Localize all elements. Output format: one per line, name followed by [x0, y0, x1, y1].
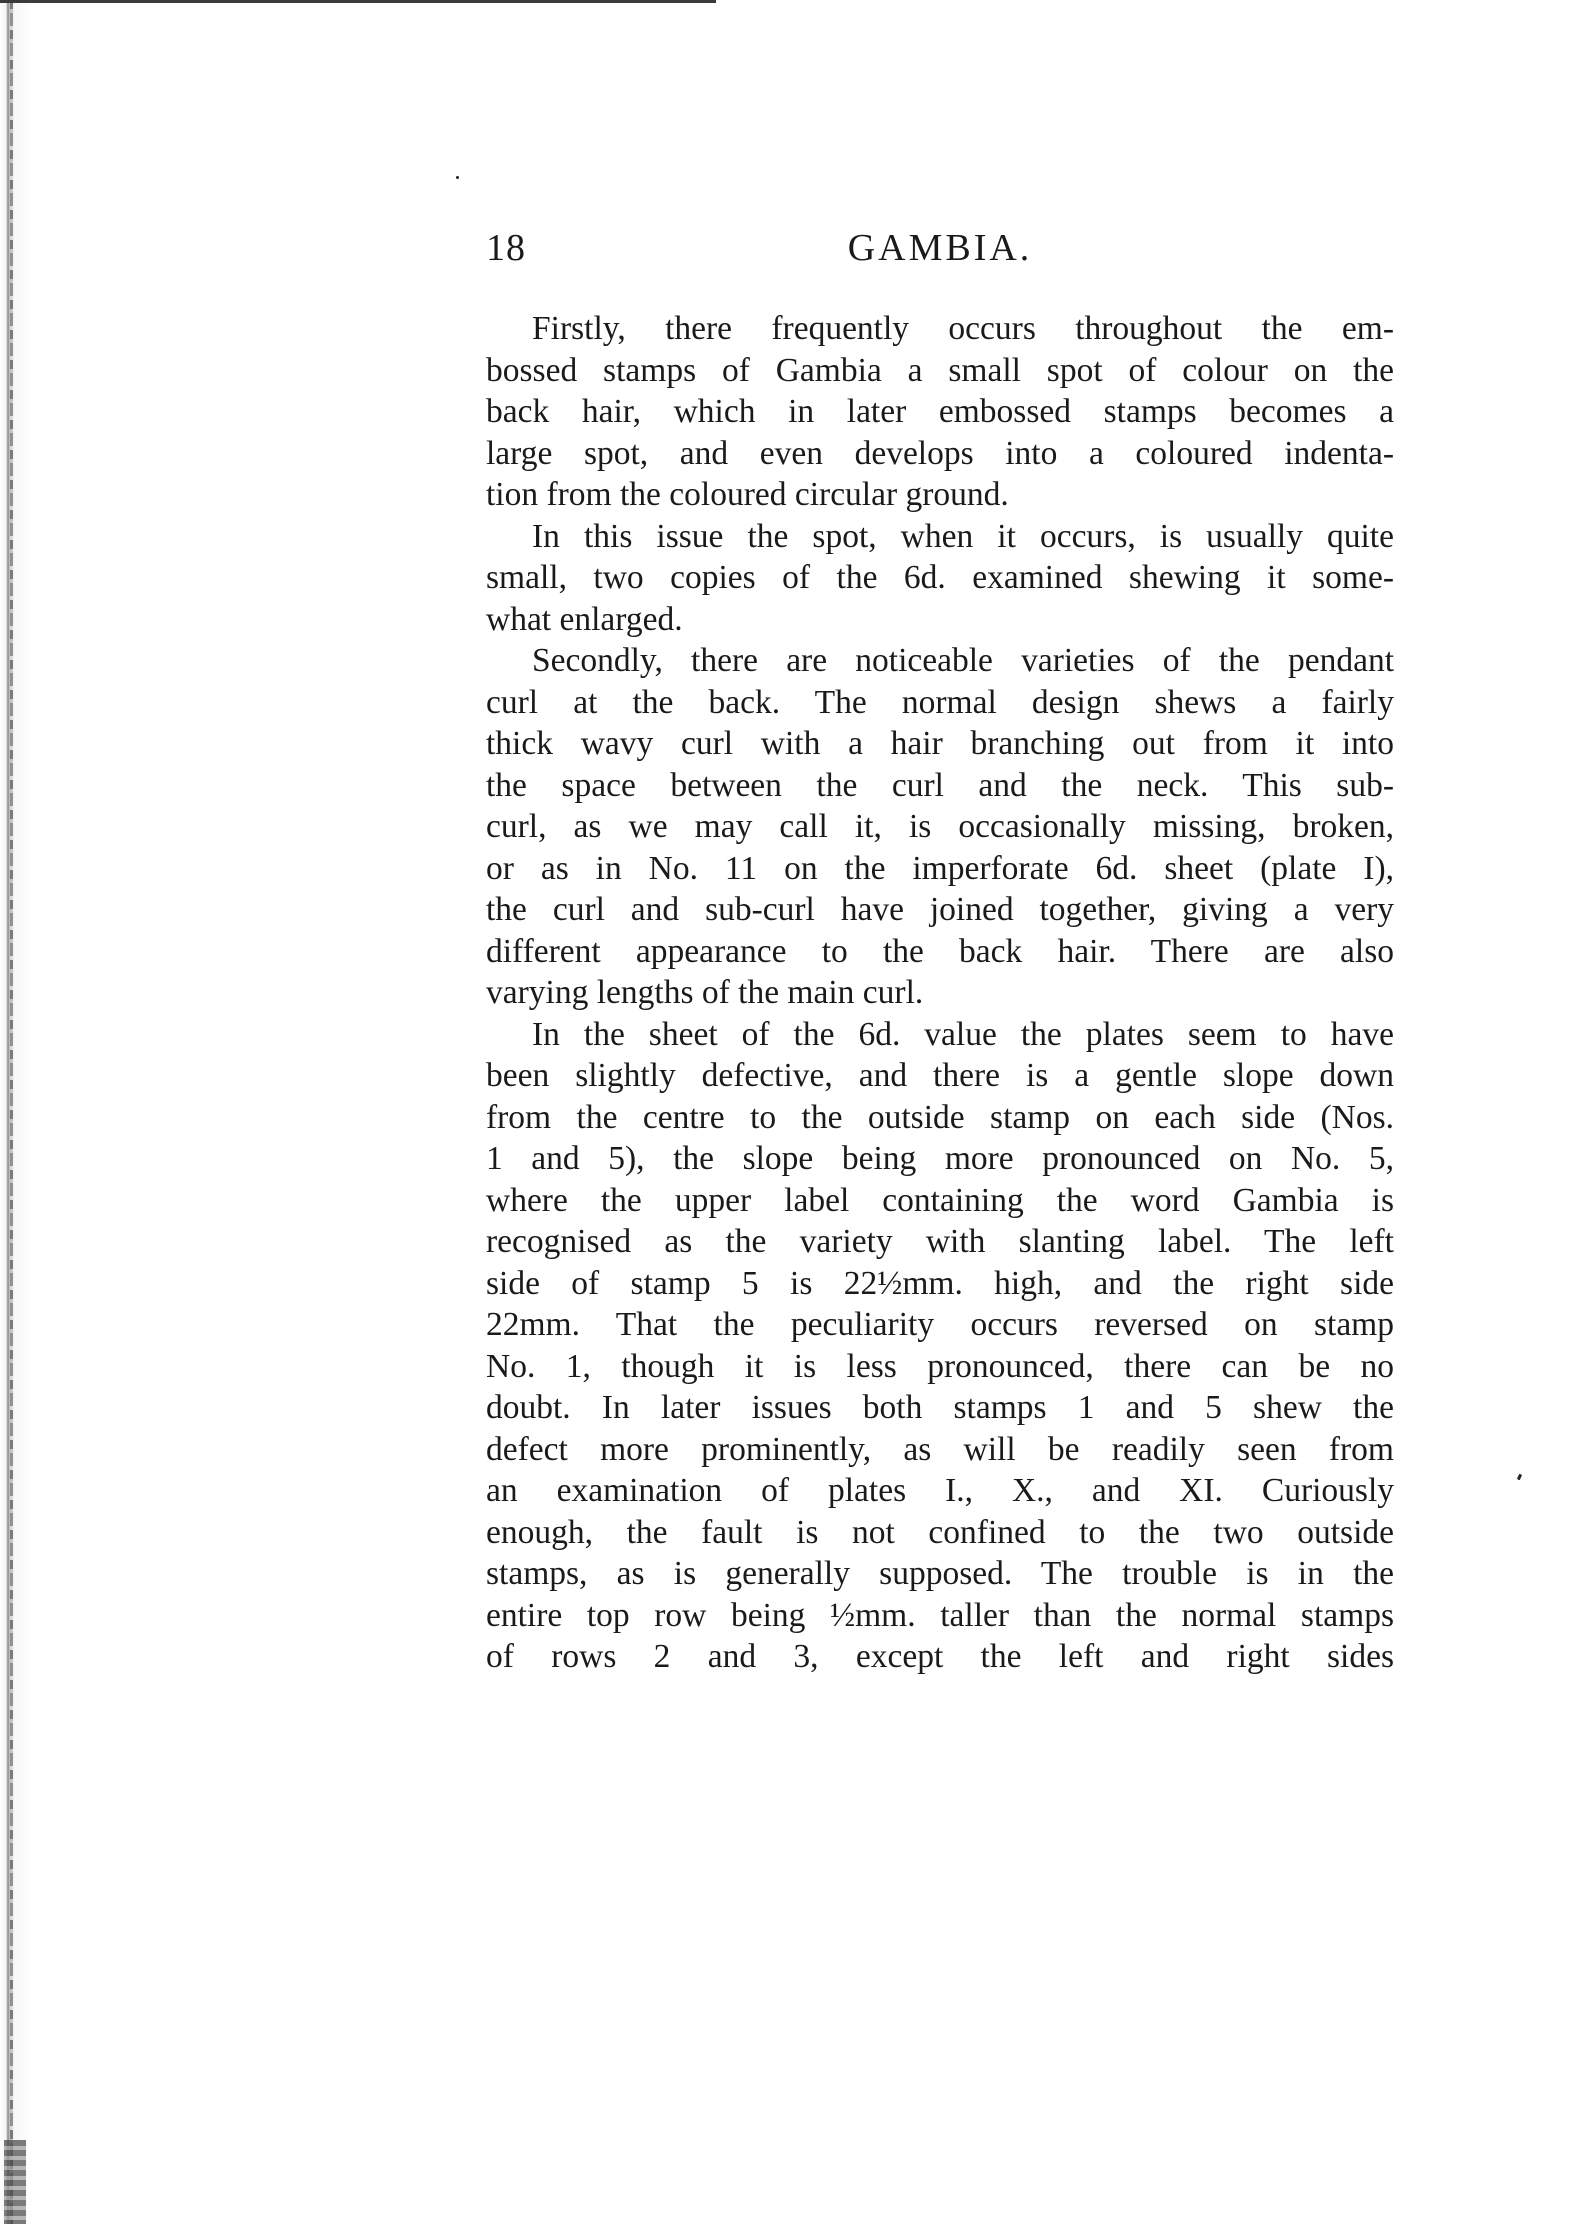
- scan-top-edge: [0, 0, 716, 3]
- text-line: where the upper label containing the word Gambia is: [486, 1181, 1394, 1219]
- text-line: recognised as the variety with slanting label. The left: [486, 1223, 1394, 1260]
- text-line: varying lengths of the main curl.: [486, 974, 924, 1011]
- text-line: small, two copies of the 6d. examined shewing it some-: [486, 559, 1394, 596]
- text-line: the curl and sub-curl have joined together, giving a very: [486, 891, 1394, 928]
- text-line: an examination of plates I., X., and XI. Curiously: [486, 1472, 1394, 1509]
- text-line: curl at the back. The normal design shews a fairly: [486, 683, 1394, 721]
- text-line: large spot, and even develops into a coloured indenta-: [486, 434, 1394, 472]
- scan-bottom-corner: [4, 2140, 26, 2224]
- text-line: what enlarged.: [486, 600, 683, 638]
- running-head: [486, 226, 1394, 272]
- body-text: [486, 308, 1394, 1678]
- page-number: 18: [486, 227, 526, 269]
- text-line: enough, the fault is not confined to the two outside: [486, 1513, 1394, 1551]
- text-line: 22mm. That the peculiarity occurs reversed on stamp: [486, 1306, 1394, 1343]
- scan-binding-shadow: [10, 0, 13, 2224]
- text-line: No. 1, though it is less pronounced, there can be no: [486, 1347, 1394, 1385]
- text-line: back hair, which in later embossed stamps becomes a: [486, 393, 1394, 430]
- text-line: defect more prominently, as will be readily seen from: [486, 1430, 1394, 1468]
- text-line: bossed stamps of Gambia a small spot of colour on the: [486, 351, 1394, 389]
- text-line: side of stamp 5 is 22½mm. high, and the right side: [486, 1264, 1394, 1302]
- text-line: In this issue the spot, when it occurs, is usually quite: [532, 517, 1394, 555]
- text-line: 1 and 5), the slope being more pronounced on No. 5,: [486, 1140, 1394, 1177]
- text-line: been slightly defective, and there is a gentle slope down: [486, 1057, 1394, 1094]
- text-line: curl, as we may call it, is occasionally missing, broken,: [486, 808, 1394, 845]
- scan-speck: [1517, 1474, 1522, 1481]
- text-line: of rows 2 and 3, except the left and right sides: [486, 1638, 1394, 1675]
- text-line: stamps, as is generally supposed. The trouble is in the: [486, 1555, 1394, 1592]
- text-line: entire top row being ½mm. taller than the normal stamps: [486, 1596, 1394, 1634]
- text-line: tion from the coloured circular ground.: [486, 476, 1009, 513]
- scan-left-edge: [0, 0, 34, 2224]
- text-line: or as in No. 11 on the imperforate 6d. sheet (plate I),: [486, 849, 1394, 887]
- scan-speck: [456, 176, 459, 179]
- text-line: doubt. In later issues both stamps 1 and 5 shew the: [486, 1389, 1394, 1426]
- text-line: from the centre to the outside stamp on each side (Nos.: [486, 1098, 1394, 1136]
- text-line: different appearance to the back hair. There are also: [486, 932, 1394, 970]
- text-line: thick wavy curl with a hair branching out from it into: [486, 725, 1394, 762]
- text-line: Firstly, there frequently occurs throughout the em-: [532, 310, 1394, 347]
- text-line: the space between the curl and the neck. This sub-: [486, 766, 1394, 804]
- text-line: In the sheet of the 6d. value the plates seem to have: [532, 1015, 1394, 1053]
- page-title: GAMBIA.: [847, 227, 1033, 269]
- text-line: Secondly, there are noticeable varieties of the pendant: [532, 642, 1394, 679]
